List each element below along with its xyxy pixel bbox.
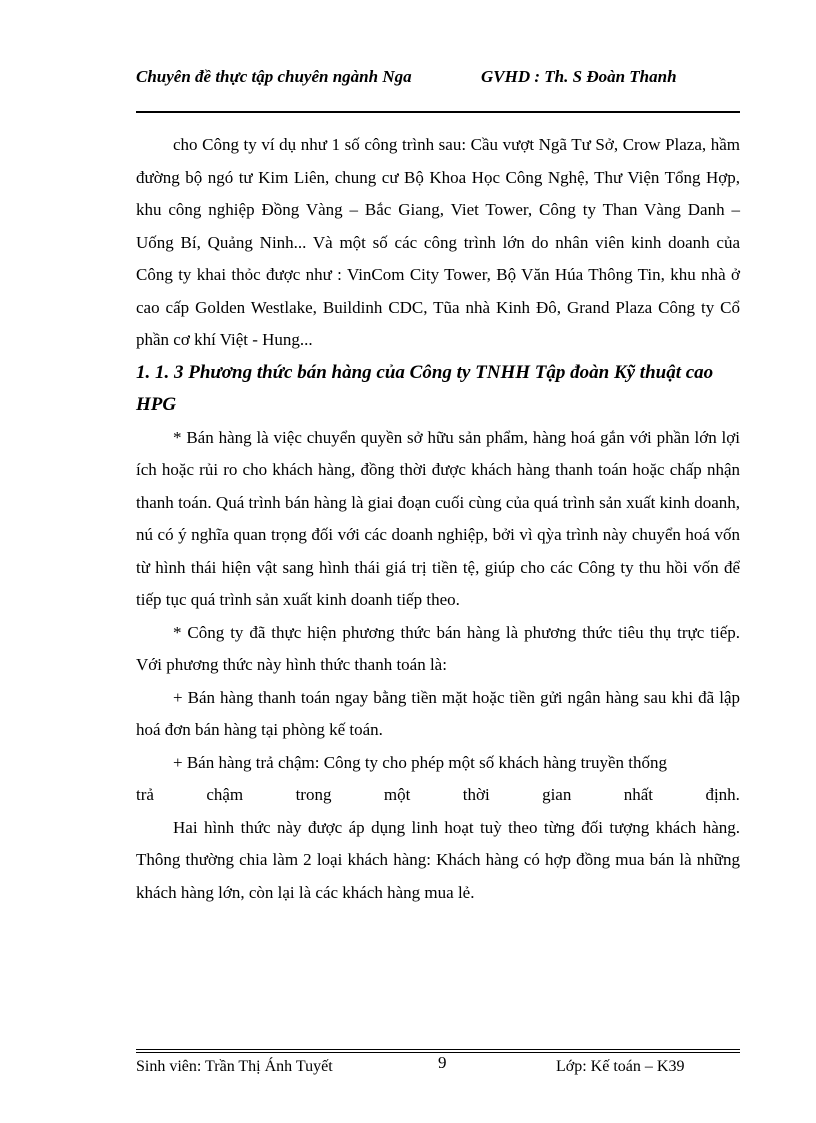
word: chậm [206, 785, 244, 804]
footer-class: Lớp: Kế toán – K39 [556, 1058, 685, 1075]
word: một [383, 785, 411, 804]
footer-student-name: Sinh viên: Trần Thị Ánh Tuyết [136, 1058, 333, 1075]
word: trong [295, 785, 332, 804]
word: nhất [623, 785, 654, 804]
footer-divider [136, 1049, 740, 1050]
paragraph-cash-payment: + Bán hàng thanh toán ngay bằng tiền mặt hoặc tiền gửi ngân hàng sau khi đã lập hoá đơn bán hàng tại phòng kế toán. [136, 687, 740, 739]
word: định. [705, 785, 740, 804]
word: thời [462, 785, 490, 804]
paragraph-deferred-payment: + Bán hàng trả chậm: Công ty cho phép một số khách hàng truyền thống [173, 752, 667, 772]
paragraph-sales-method: * Công ty đã thực hiện phương thức bán hàng là phương thức tiêu thụ trực tiếp. Với phương thức này hình thức thanh toán là: [136, 622, 740, 674]
paragraph-customer-types: Hai hình thức này được áp dụng linh hoạt tuỳ theo từng đối tượng khách hàng. Thông thường chia làm 2 loại khách hàng: Khách hàng có hợp đồng mua bán là những khách hàng lớn, còn lại là các khách hàng mua lẻ. [136, 817, 740, 902]
word: trả [136, 785, 154, 804]
page-header [136, 66, 740, 112]
header-supervisor: GVHD : Th. S Đoàn Thanh [481, 67, 677, 86]
paragraph-sales-definition: * Bán hàng là việc chuyển quyền sở hữu sản phẩm, hàng hoá gắn với phần lớn lợi ích hoặc rủi ro cho khách hàng, đồng thời được khách hàng thanh toán hoặc chấp nhận thanh toán. Quá trình bán hàng là giai đoạn cuối cùng của quá trình sản xuất kinh doanh, nú có ý nghĩa quan trọng đối với các doanh nghiệp, bởi vì qỳa trình này chuyển hoá vốn từ hình thái hiện vật sang hình thái giá trị tiền tệ, giúp cho các Công ty thu hồi vốn để tiếp tục quá trình sản xuất kinh doanh tiếp theo. [136, 427, 740, 609]
paragraph-deferred-payment-continued [136, 779, 740, 812]
page-number: 9 [438, 1053, 447, 1072]
word: gian [542, 785, 572, 804]
paragraph-intro: cho Công ty ví dụ như 1 số công trình sau: Cầu vượt Ngã Tư Sở, Crow Plaza, hầm đường bộ ngó tư Kim Liên, chung cư Bộ Khoa Học Công Nghệ, Thư Viện Tổng Hợp, khu công nghiệp Đồng Vàng – Bắc Giang, Viet Tower, Công ty Than Vàng Danh – Uống Bí, Quảng Ninh... Và một số các công trình lớn do nhân viên kinh doanh của Công ty khai thỏc được như : VinCom City Tower, Bộ Văn Húa Thông Tin, khu nhà ở cao cấp Golden Westlake, Buildinh CDC, Tũa nhà Kinh Đô, Grand Plaza Công ty Cổ phần cơ khí Việt - Hung... [136, 135, 740, 349]
page-footer [136, 1055, 740, 1079]
document-body [136, 129, 740, 909]
section-heading: 1. 1. 3 Phương thức bán hàng của Công ty TNHH Tập đoàn Kỹ thuật cao HPG [136, 361, 714, 415]
header-course-title: Chuyên đề thực tập chuyên ngành Nga [136, 67, 412, 86]
header-divider [136, 111, 740, 113]
